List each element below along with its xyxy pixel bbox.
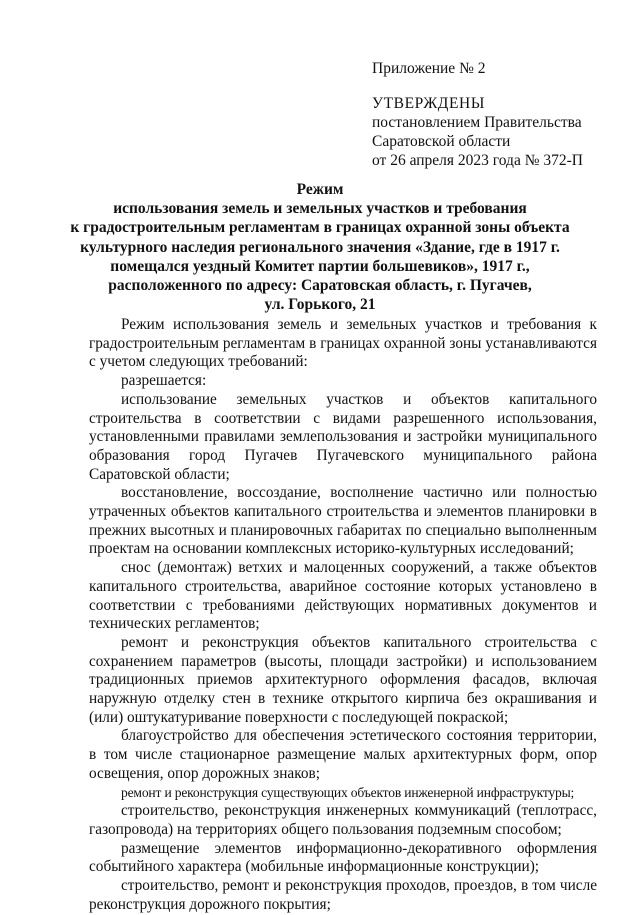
allowed-item: использование земельных участков и объектов капитального строительства в соответствии с видами разрешенного использования, установленными правилами землепользования и застройки муниципального образования город Пугачев Пугачевского муниципального района Саратовской области; — [89, 390, 597, 483]
allowed-item: ремонт и реконструкция существующих объектов инженерной инфраструктуры; — [121, 784, 575, 800]
appendix-label: Приложение № 2 — [372, 60, 486, 77]
approved-line: от 26 апреля 2023 года № 372-П — [372, 152, 583, 169]
allowed-item: снос (демонтаж) ветхих и малоценных сооружений, а также объектов капитального строительства, аварийное состояние которых установлено в соответствии с требованиями действующих нормативных документов и технических регламентов; — [89, 559, 597, 633]
intro-paragraph: Режим использования земель и земельных участков и требования к градостроительным регламентам в границах охранной зоны устанавливаются с учетом следующих требований: — [89, 316, 597, 371]
title-line: помещался уездный Комитет партии большевиков», 1917 г., — [110, 257, 530, 275]
approved-heading: УТВЕРЖДЕНЫ — [372, 95, 485, 112]
title-line: к градостроительным регламентам в границах охранной зоны объекта — [70, 219, 570, 237]
title-line: Режим — [296, 181, 344, 198]
approval-block — [372, 94, 583, 170]
allowed-item: восстановление, воссоздание, восполнение частично или полностью утраченных объектов капитального строительства и элементов планировки в прежних высотных и планировочных габаритах по специально выполненным проектам на основании комплексных историко-культурных исследований; — [89, 484, 597, 558]
document-body — [89, 316, 597, 915]
allowed-item: строительство, ремонт и реконструкция проходов, проездов, в том числе реконструкция дорожного покрытия; — [89, 877, 597, 913]
allowed-item: ремонт и реконструкция объектов капитального строительства с сохранением параметров (высоты, площади застройки) и использованием традиционных приемов архитектурного оформления фасадов, включая наружную отделку стен в технике открытого кирпича без окрашивания и (или) оштукатуривание поверхности с последующей покраской; — [89, 633, 597, 726]
approved-line: постановлением Правительства — [372, 114, 582, 131]
title-line: использования земель и земельных участков и требования — [113, 200, 527, 218]
allowed-item: строительство, реконструкция инженерных коммуникаций (теплотрасс, газопровода) на территориях общего пользования подземным способом; — [89, 802, 597, 838]
approved-line: Саратовской области — [372, 133, 511, 150]
allowed-item: размещение элементов информационно-декоративного оформления событийного характера (мобильные информационные конструкции); — [89, 839, 597, 876]
title-line: расположенного по адресу: Саратовская область, г. Пугачев, — [108, 277, 532, 295]
document-title — [60, 180, 580, 314]
allowed-item: благоустройство для обеспечения эстетического состояния территории, в том числе стационарное размещение малых архитектурных форм, опор освещения, опор дорожных знаков; — [89, 727, 597, 782]
allowed-label: разрешается: — [121, 372, 207, 390]
title-line: ул. Горького, 21 — [264, 296, 376, 314]
title-line: культурного наследия регионального значения «Здание, где в 1917 г. — [80, 238, 560, 256]
